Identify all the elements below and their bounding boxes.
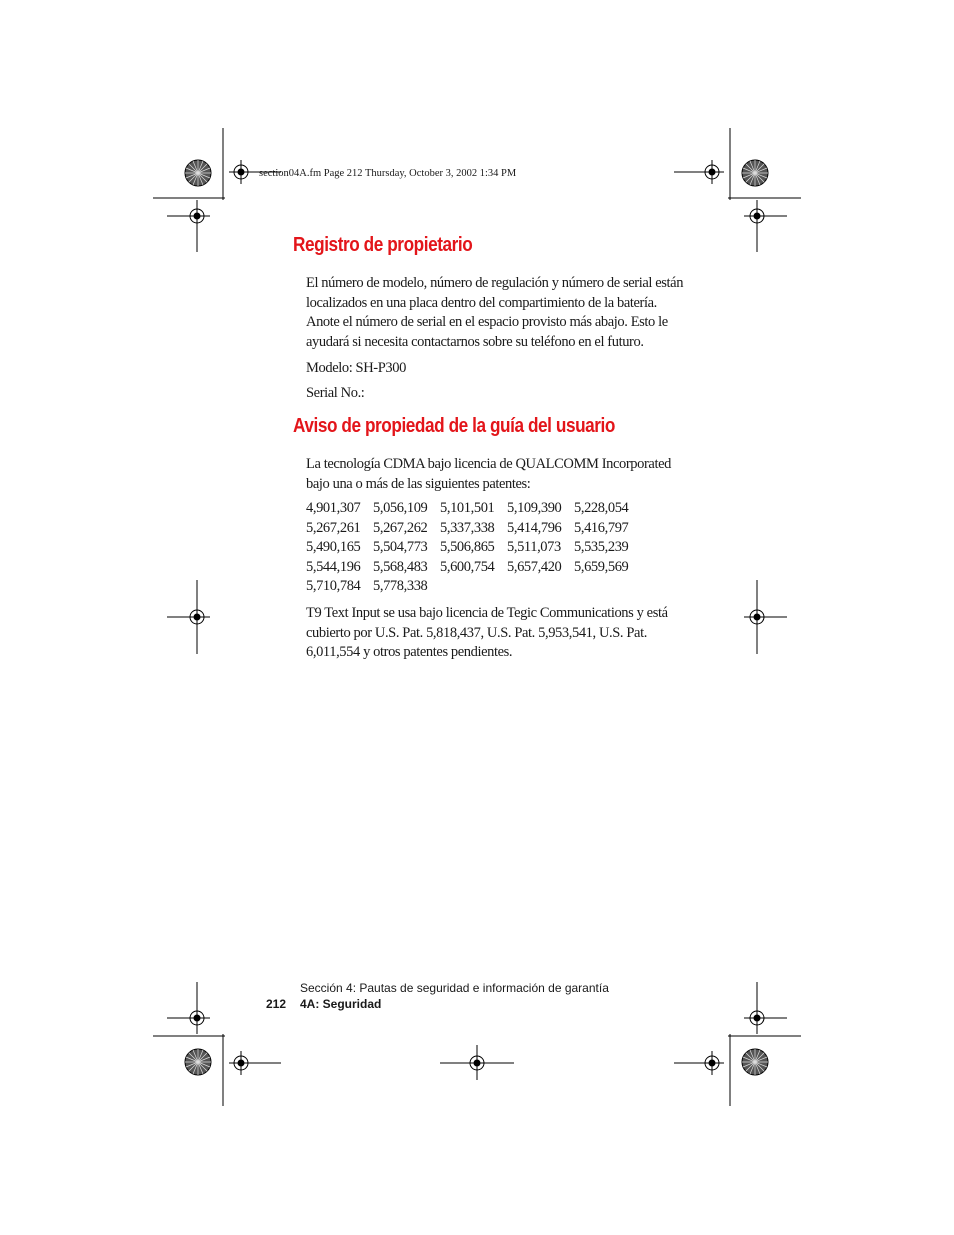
- patent-number-grid: [306, 500, 706, 598]
- color-burst-icon: [185, 160, 211, 186]
- patent-number: 5,511,073: [507, 539, 561, 556]
- patent-number: 5,490,165: [306, 539, 361, 556]
- section-heading-owner-registration: Registro de propietario: [293, 234, 473, 256]
- owner-registration-paragraph: El número de modelo, número de regulación y número de serial están localizados en una placa dentro del compartimiento de la batería. Anote el número de serial en el espacio provisto más abajo. Esto le ayudará si necesita contactarnos sobre su teléfono en el futuro.: [306, 275, 684, 351]
- patent-number: 4,901,307: [306, 500, 361, 516]
- footer-section-title: Sección 4: Pautas de seguridad e información de garantía: [300, 981, 609, 995]
- footer-subsection: 4A: Seguridad: [300, 997, 382, 1011]
- patent-number: 5,109,390: [507, 500, 562, 516]
- patent-number: 5,568,483: [373, 558, 428, 575]
- patent-number: 5,659,569: [574, 558, 629, 575]
- patent-number: 5,056,109: [373, 500, 428, 516]
- model-line: Modelo: SH-P300: [306, 360, 406, 376]
- patent-number: 5,600,754: [440, 558, 495, 575]
- patent-number: 5,267,262: [373, 519, 428, 536]
- patent-number: 5,535,239: [574, 539, 629, 556]
- cdma-license-paragraph: La tecnología CDMA bajo licencia de QUALCOMM Incorporated bajo una o más de las siguientes patentes:: [306, 456, 671, 492]
- patent-number: 5,504,773: [373, 539, 428, 556]
- section-heading-guide-ownership: Aviso de propiedad de la guía del usuario: [293, 415, 615, 437]
- patent-number: 5,101,501: [440, 500, 495, 516]
- file-info-slug: section04A.fm Page 212 Thursday, October 3, 2002 1:34 PM: [259, 168, 517, 179]
- patent-number: 5,544,196: [306, 558, 361, 575]
- color-burst-icon: [742, 1049, 768, 1075]
- patent-number: 5,657,420: [507, 558, 562, 575]
- color-burst-icon: [742, 160, 768, 186]
- patent-number: 5,337,338: [440, 519, 495, 536]
- patent-number: 5,416,797: [574, 519, 629, 536]
- patent-number: 5,267,261: [306, 519, 361, 536]
- serial-line: Serial No.:: [306, 385, 365, 401]
- color-burst-icon: [185, 1049, 211, 1075]
- patent-number: 5,506,865: [440, 539, 495, 556]
- patent-number: 5,710,784: [306, 578, 361, 595]
- t9-license-paragraph: T9 Text Input se usa bajo licencia de Tegic Communications y está cubierto por U.S. Pat. 5,818,437, U.S. Pat. 5,953,541, U.S. Pat. 6,011,554 y otros patentes pendientes.: [306, 605, 668, 661]
- patent-number: 5,228,054: [574, 500, 629, 516]
- page-number: 212: [266, 997, 287, 1011]
- patent-number: 5,778,338: [373, 578, 428, 595]
- patent-number: 5,414,796: [507, 519, 562, 536]
